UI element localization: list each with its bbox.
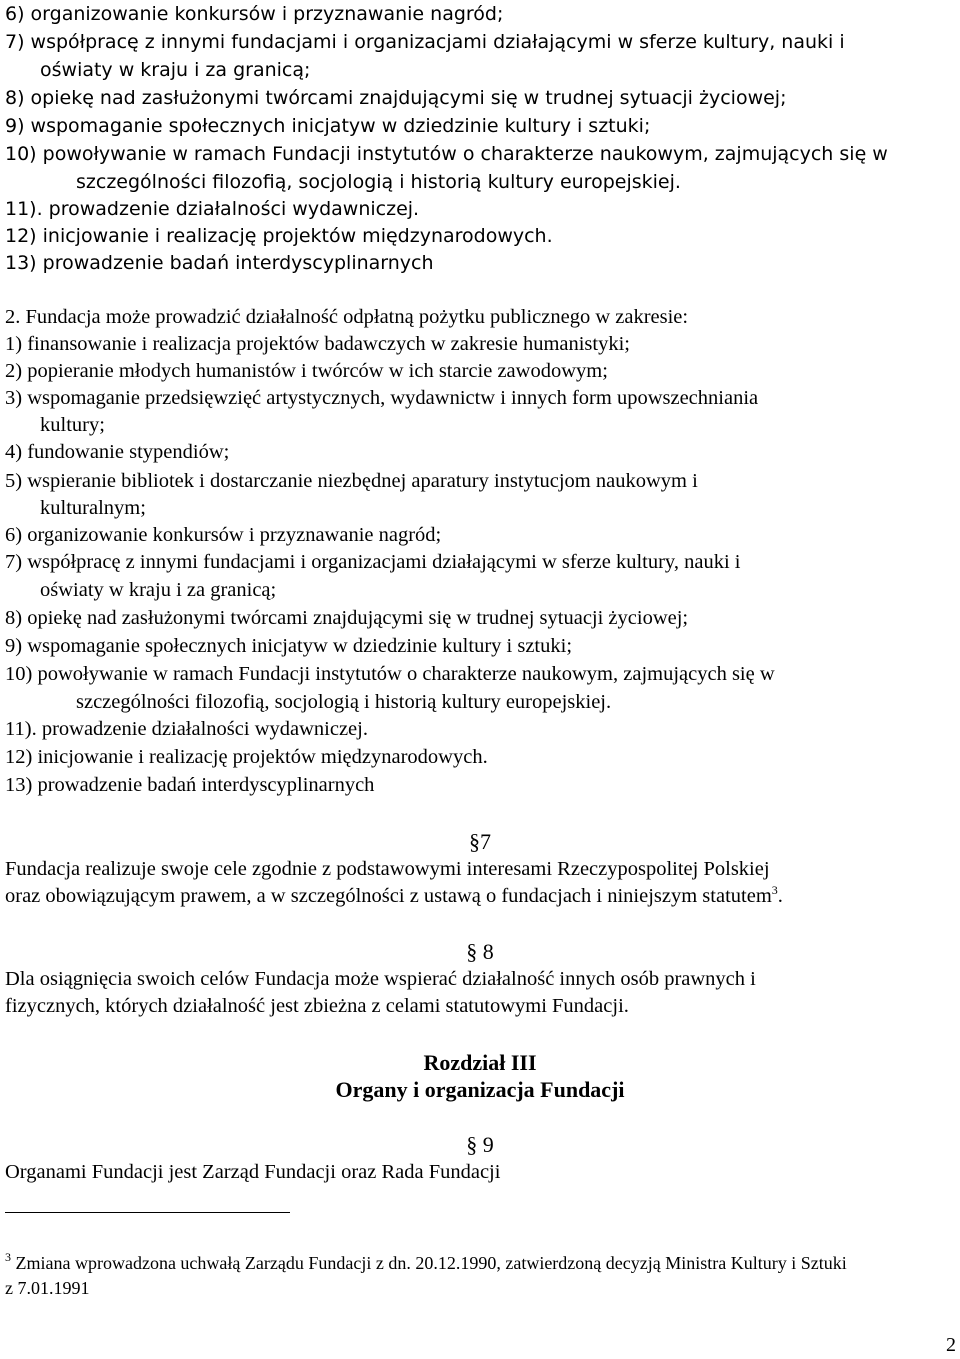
paragraph-7-line-2-end: . [777, 885, 783, 907]
chapter-subtitle: Organy i organizacja Fundacji [335, 1077, 625, 1102]
footnote-text: Zmiana wprowadzona uchwałą Zarządu Fundacji z dn. 20.12.1990, zatwierdzoną decyzją Ministra Kultury i Sztuki [11, 1253, 847, 1273]
section-2-item-13: 13) prowadzenie badań interdyscyplinarnych [5, 774, 375, 796]
list-a-item-12: 12) inicjowanie i realizację projektów międzynarodowych. [5, 225, 553, 247]
list-a-item-10: 10) powoływanie w ramach Fundacji instytutów o charakterze naukowym, zajmujących się w [5, 143, 888, 165]
section-2-item-4: 4) fundowanie stypendiów; [5, 441, 230, 463]
list-a-item-9: 9) wspomaganie społecznych inicjatyw w dziedzinie kultury i sztuki; [5, 115, 651, 137]
section-2-item-3-cont: kultury; [40, 414, 105, 436]
list-a-item-6: 6) organizowanie konkursów i przyznawanie nagród; [5, 3, 504, 25]
chapter-title: Rozdział III [423, 1050, 537, 1075]
list-a-item-7: 7) współpracę z innymi fundacjami i organizacjami działającymi w sferze kultury, nauki i [5, 31, 845, 53]
paragraph-7-line-2 [5, 883, 783, 909]
list-a-item-7-cont: oświaty w kraju i za granicą; [40, 59, 311, 81]
footnote-mark: 3 [5, 1250, 11, 1264]
paragraph-9-line-1: Organami Fundacji jest Zarząd Fundacji oraz Rada Fundacji [5, 1161, 501, 1183]
footnote-ref-3[interactable]: 3 [771, 883, 778, 897]
section-2-item-5-cont: kulturalnym; [40, 497, 146, 519]
section-2-item-12: 12) inicjowanie i realizację projektów międzynarodowych. [5, 746, 488, 768]
paragraph-8-heading: § 8 [466, 939, 494, 964]
list-a-item-13: 13) prowadzenie badań interdyscyplinarnych [5, 252, 434, 274]
section-2-item-1: 1) finansowanie i realizacja projektów badawczych w zakresie humanistyki; [5, 333, 630, 355]
section-2-item-10-cont: szczególności filozofią, socjologią i historią kultury europejskiej. [76, 691, 612, 713]
section-2-item-11: 11). prowadzenie działalności wydawniczej. [5, 718, 368, 740]
paragraph-8-line-1: Dla osiągnięcia swoich celów Fundacja może wspierać działalność innych osób prawnych i [5, 968, 756, 990]
list-a-item-10-cont: szczególności filozofią, socjologią i historią kultury europejskiej. [76, 171, 681, 193]
footnote-line-2: z 7.01.1991 [5, 1278, 90, 1298]
list-a-item-11: 11). prowadzenie działalności wydawniczej. [5, 198, 420, 220]
section-2-intro: 2. Fundacja może prowadzić działalność odpłatną pożytku publicznego w zakresie: [5, 306, 689, 328]
list-a-item-8: 8) opiekę nad zasłużonymi twórcami znajdującymi się w trudnej sytuacji życiowej; [5, 87, 787, 109]
paragraph-9-heading: § 9 [466, 1132, 494, 1157]
section-2-item-7: 7) współpracę z innymi fundacjami i organizacjami działającymi w sferze kultury, nauki i [5, 551, 741, 573]
paragraph-8-line-2: fizycznych, których działalność jest zbieżna z celami statutowymi Fundacji. [5, 995, 629, 1017]
section-2-item-9: 9) wspomaganie społecznych inicjatyw w dziedzinie kultury i sztuki; [5, 635, 573, 657]
section-2-item-8: 8) opiekę nad zasłużonymi twórcami znajdującymi się w trudnej sytuacji życiowej; [5, 607, 689, 629]
footnote-separator [5, 1212, 290, 1213]
section-2-item-7-cont: oświaty w kraju i za granicą; [40, 579, 277, 601]
page-number: 2 [946, 1334, 956, 1356]
section-2-item-6: 6) organizowanie konkursów i przyznawanie nagród; [5, 524, 442, 546]
section-2-item-2: 2) popieranie młodych humanistów i twórców w ich starcie zawodowym; [5, 360, 608, 382]
section-2-item-5: 5) wspieranie bibliotek i dostarczanie niezbędnej aparatury instytucjom naukowym i [5, 470, 698, 492]
paragraph-7-line-2-text: oraz obowiązującym prawem, a w szczególności z ustawą o fundacjach i niniejszym statutem [5, 885, 772, 907]
footnote-line-1 [5, 1252, 847, 1274]
paragraph-7-line-1: Fundacja realizuje swoje cele zgodnie z podstawowymi interesami Rzeczypospolitej Polskiej [5, 858, 770, 880]
paragraph-7-heading: §7 [469, 829, 491, 854]
section-2-item-3: 3) wspomaganie przedsięwzięć artystycznych, wydawnictw i innych form upowszechniania [5, 387, 759, 409]
section-2-item-10: 10) powoływanie w ramach Fundacji instytutów o charakterze naukowym, zajmujących się w [5, 663, 775, 685]
